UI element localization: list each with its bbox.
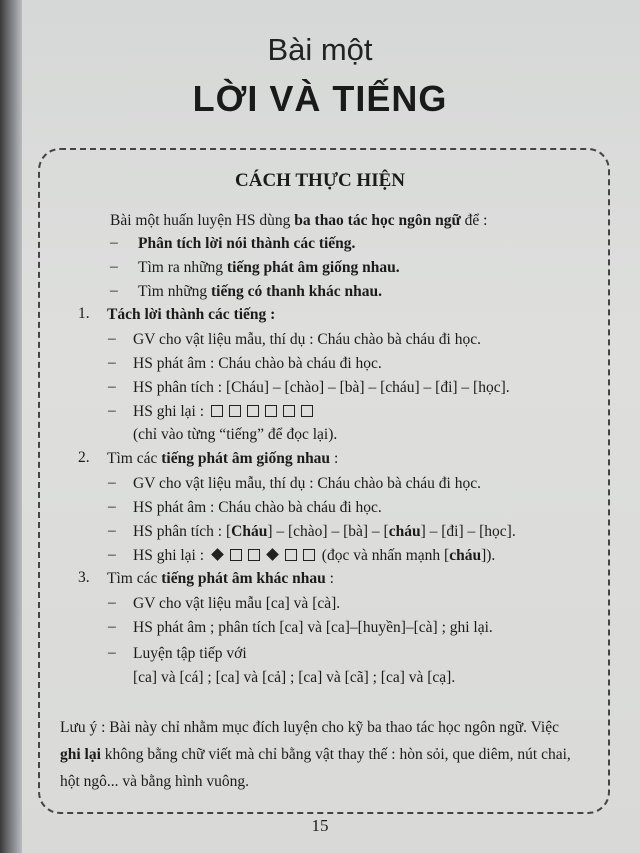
step3-title (107, 569, 334, 589)
step-number: 1. (78, 305, 90, 322)
diamond-icon (266, 548, 279, 561)
step2-line: HS phát âm : Cháu chào bà cháu đi học. (133, 499, 382, 516)
intro-item (138, 234, 355, 254)
step2-line: GV cho vật liệu mẫu, thí dụ : Cháu chào bà cháu đi học. (133, 475, 481, 492)
step2-title-plain: Tìm các (107, 450, 162, 467)
intro-lead-text: Bài một huấn luyện HS dùng (110, 212, 295, 229)
intro-lead-bold: ba thao tác học ngôn ngữ (294, 212, 461, 229)
analysis-text: HS phân tích : [ (133, 523, 232, 540)
step1-record (133, 402, 316, 422)
note-text: không bằng chữ viết mà chỉ bằng vật thay thế : hòn sỏi, que diêm, nút chai, hột ngô... và bằng hình vuông. (60, 746, 571, 790)
intro-item (138, 282, 382, 302)
bullet-dash: – (108, 402, 116, 419)
step2-record-label: HS ghi lại : (133, 547, 205, 564)
step1-line: (chỉ vào từng “tiếng” để đọc lại). (133, 426, 338, 443)
step2-title-bold: tiếng phát âm giống nhau (161, 450, 331, 467)
square-icon (303, 549, 315, 561)
intro-lead-end: để : (460, 212, 488, 229)
square-icon (301, 405, 313, 417)
square-icon (248, 549, 260, 561)
analysis-bold: Cháu (231, 523, 268, 540)
intro-lead (110, 211, 487, 231)
square-icon (229, 405, 241, 417)
bullet-dash: – (108, 378, 116, 395)
section-title: CÁCH THỰC HIỆN (235, 170, 405, 191)
intro-item (138, 258, 400, 278)
step-number: 3. (78, 569, 90, 586)
note-text: Lưu ý : Bài này chỉ nhằm mục đích luyện cho kỹ ba thao tác học ngôn ngữ. Việc (60, 719, 559, 736)
bullet-dash: – (108, 474, 116, 491)
note-bold: ghi lại (60, 746, 101, 763)
bullet-dash: – (108, 618, 116, 635)
intro-item-bold: tiếng phát âm giống nhau. (226, 259, 400, 276)
bullet-dash: – (108, 330, 116, 347)
bullet-dash: – (110, 282, 118, 299)
page-number: 15 (311, 816, 329, 835)
step2-record (133, 546, 495, 566)
step2-analysis (133, 522, 516, 542)
bullet-dash: – (108, 498, 116, 515)
step3-title-end: : (325, 570, 334, 587)
step3-title-plain: Tìm các (107, 570, 162, 587)
diamond-icon (211, 548, 224, 561)
bullet-dash: – (110, 234, 118, 251)
step2-title (107, 449, 338, 469)
record-note: ]). (481, 547, 496, 564)
analysis-bold: cháu (388, 523, 421, 540)
note-paragraph (60, 714, 580, 795)
lesson-number: Bài một (267, 32, 373, 67)
bullet-dash: – (108, 546, 116, 563)
intro-item-bold: Phân tích lời nói thành các tiếng. (138, 235, 356, 252)
step1-title: Tách lời thành các tiếng : (107, 306, 276, 323)
bullet-dash: – (108, 644, 116, 661)
intro-item-plain: Tìm những (138, 283, 211, 300)
square-icon (265, 405, 277, 417)
square-icon (230, 549, 242, 561)
square-icon (211, 405, 223, 417)
step1-record-label: HS ghi lại : (133, 403, 205, 420)
square-icon (285, 549, 297, 561)
intro-item-plain: Tìm ra những (138, 259, 227, 276)
step3-line: HS phát âm ; phân tích [ca] và [ca]–[huyền]–[cà] ; ghi lại. (133, 619, 493, 636)
bullet-dash: – (108, 354, 116, 371)
step1-line: HS phân tích : [Cháu] – [chào] – [bà] – [cháu] – [đi] – [học]. (133, 379, 510, 396)
bullet-dash: – (108, 594, 116, 611)
analysis-text: ] – [chào] – [bà] – [ (267, 523, 389, 540)
intro-item-bold: tiếng có thanh khác nhau. (210, 283, 382, 300)
analysis-text: ] – [đi] – [học]. (420, 523, 516, 540)
step1-line: GV cho vật liệu mẫu, thí dụ : Cháu chào bà cháu đi học. (133, 331, 481, 348)
step3-line: GV cho vật liệu mẫu [ca] và [cà]. (133, 595, 341, 612)
step2-title-end: : (330, 450, 339, 467)
step3-title-bold: tiếng phát âm khác nhau (161, 570, 326, 587)
square-icon (283, 405, 295, 417)
record-note: (đọc và nhấn mạnh [ (321, 547, 450, 564)
step3-line: Luyện tập tiếp với (133, 645, 247, 662)
record-note-bold: cháu (449, 547, 482, 564)
step3-line: [ca] và [cá] ; [ca] và [cả] ; [ca] và [cã] ; [ca] và [cạ]. (133, 669, 456, 686)
step1-line: HS phát âm : Cháu chào bà cháu đi học. (133, 355, 382, 372)
square-icon (247, 405, 259, 417)
step-number: 2. (78, 449, 90, 466)
bullet-dash: – (110, 258, 118, 275)
lesson-title: LỜI VÀ TIẾNG (192, 78, 448, 119)
bullet-dash: – (108, 522, 116, 539)
